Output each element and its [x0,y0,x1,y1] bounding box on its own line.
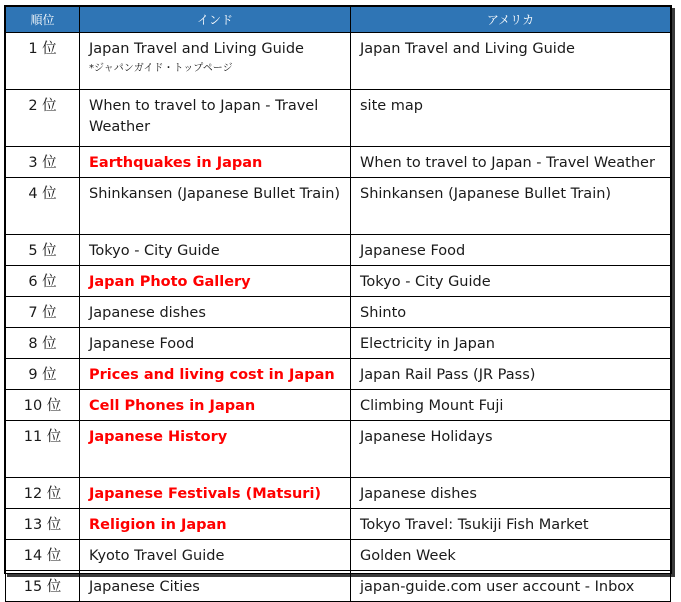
rank-cell: 14 位 [6,540,80,571]
rank-cell: 11 位 [6,421,80,478]
usa-cell: japan-guide.com user account - Inbox [351,571,671,602]
india-cell: Japan Photo Gallery [80,266,351,297]
rank-cell: 13 位 [6,509,80,540]
header-rank: 順位 [6,7,80,33]
ranking-table [5,6,671,602]
table-row [6,266,671,297]
usa-cell: Japanese dishes [351,478,671,509]
table-row [6,90,671,147]
india-cell: Japanese History [80,421,351,478]
india-cell: Japanese Cities [80,571,351,602]
india-cell: Cell Phones in Japan [80,390,351,421]
usa-cell: site map [351,90,671,147]
table-row [6,509,671,540]
usa-cell: Japan Rail Pass (JR Pass) [351,359,671,390]
usa-cell: Japanese Food [351,235,671,266]
india-cell: Japanese dishes [80,297,351,328]
table-row [6,328,671,359]
india-cell: Shinkansen (Japanese Bullet Train) [80,178,351,235]
header-india: インド [80,7,351,33]
india-cell: Japanese Food [80,328,351,359]
usa-cell: Shinkansen (Japanese Bullet Train) [351,178,671,235]
table-row [6,235,671,266]
table-row [6,421,671,478]
usa-cell: Golden Week [351,540,671,571]
rank-cell: 6 位 [6,266,80,297]
india-subtitle: *ジャパンガイド・トップページ [89,63,233,74]
rank-cell: 15 位 [6,571,80,602]
india-cell: Prices and living cost in Japan [80,359,351,390]
usa-cell: Electricity in Japan [351,328,671,359]
rank-cell: 7 位 [6,297,80,328]
header-usa: アメリカ [351,7,671,33]
india-cell: Religion in Japan [80,509,351,540]
table-row [6,540,671,571]
ranking-table-frame [4,5,672,595]
table-row [6,359,671,390]
rank-cell: 3 位 [6,147,80,178]
india-cell: Tokyo - City Guide [80,235,351,266]
rank-cell: 2 位 [6,90,80,147]
table-row [6,33,671,90]
table-row [6,178,671,235]
india-cell: Japanese Festivals (Matsuri) [80,478,351,509]
table-row [6,147,671,178]
rank-cell: 1 位 [6,33,80,90]
india-cell: When to travel to Japan - Travel Weather [80,90,351,147]
rank-cell: 12 位 [6,478,80,509]
table-row [6,478,671,509]
table-row [6,571,671,602]
usa-cell: When to travel to Japan - Travel Weather [351,147,671,178]
header-row [6,7,671,33]
usa-cell: Shinto [351,297,671,328]
usa-cell: Japan Travel and Living Guide [351,33,671,90]
table-row [6,297,671,328]
india-cell: Earthquakes in Japan [80,147,351,178]
rank-cell: 4 位 [6,178,80,235]
rank-cell: 5 位 [6,235,80,266]
rank-cell: 9 位 [6,359,80,390]
india-cell: Kyoto Travel Guide [80,540,351,571]
rank-cell: 8 位 [6,328,80,359]
usa-cell: Climbing Mount Fuji [351,390,671,421]
india-cell [80,33,351,90]
table-row [6,390,671,421]
india-title: Japan Travel and Living Guide [89,41,304,57]
usa-cell: Japanese Holidays [351,421,671,478]
usa-cell: Tokyo Travel: Tsukiji Fish Market [351,509,671,540]
rank-cell: 10 位 [6,390,80,421]
usa-cell: Tokyo - City Guide [351,266,671,297]
